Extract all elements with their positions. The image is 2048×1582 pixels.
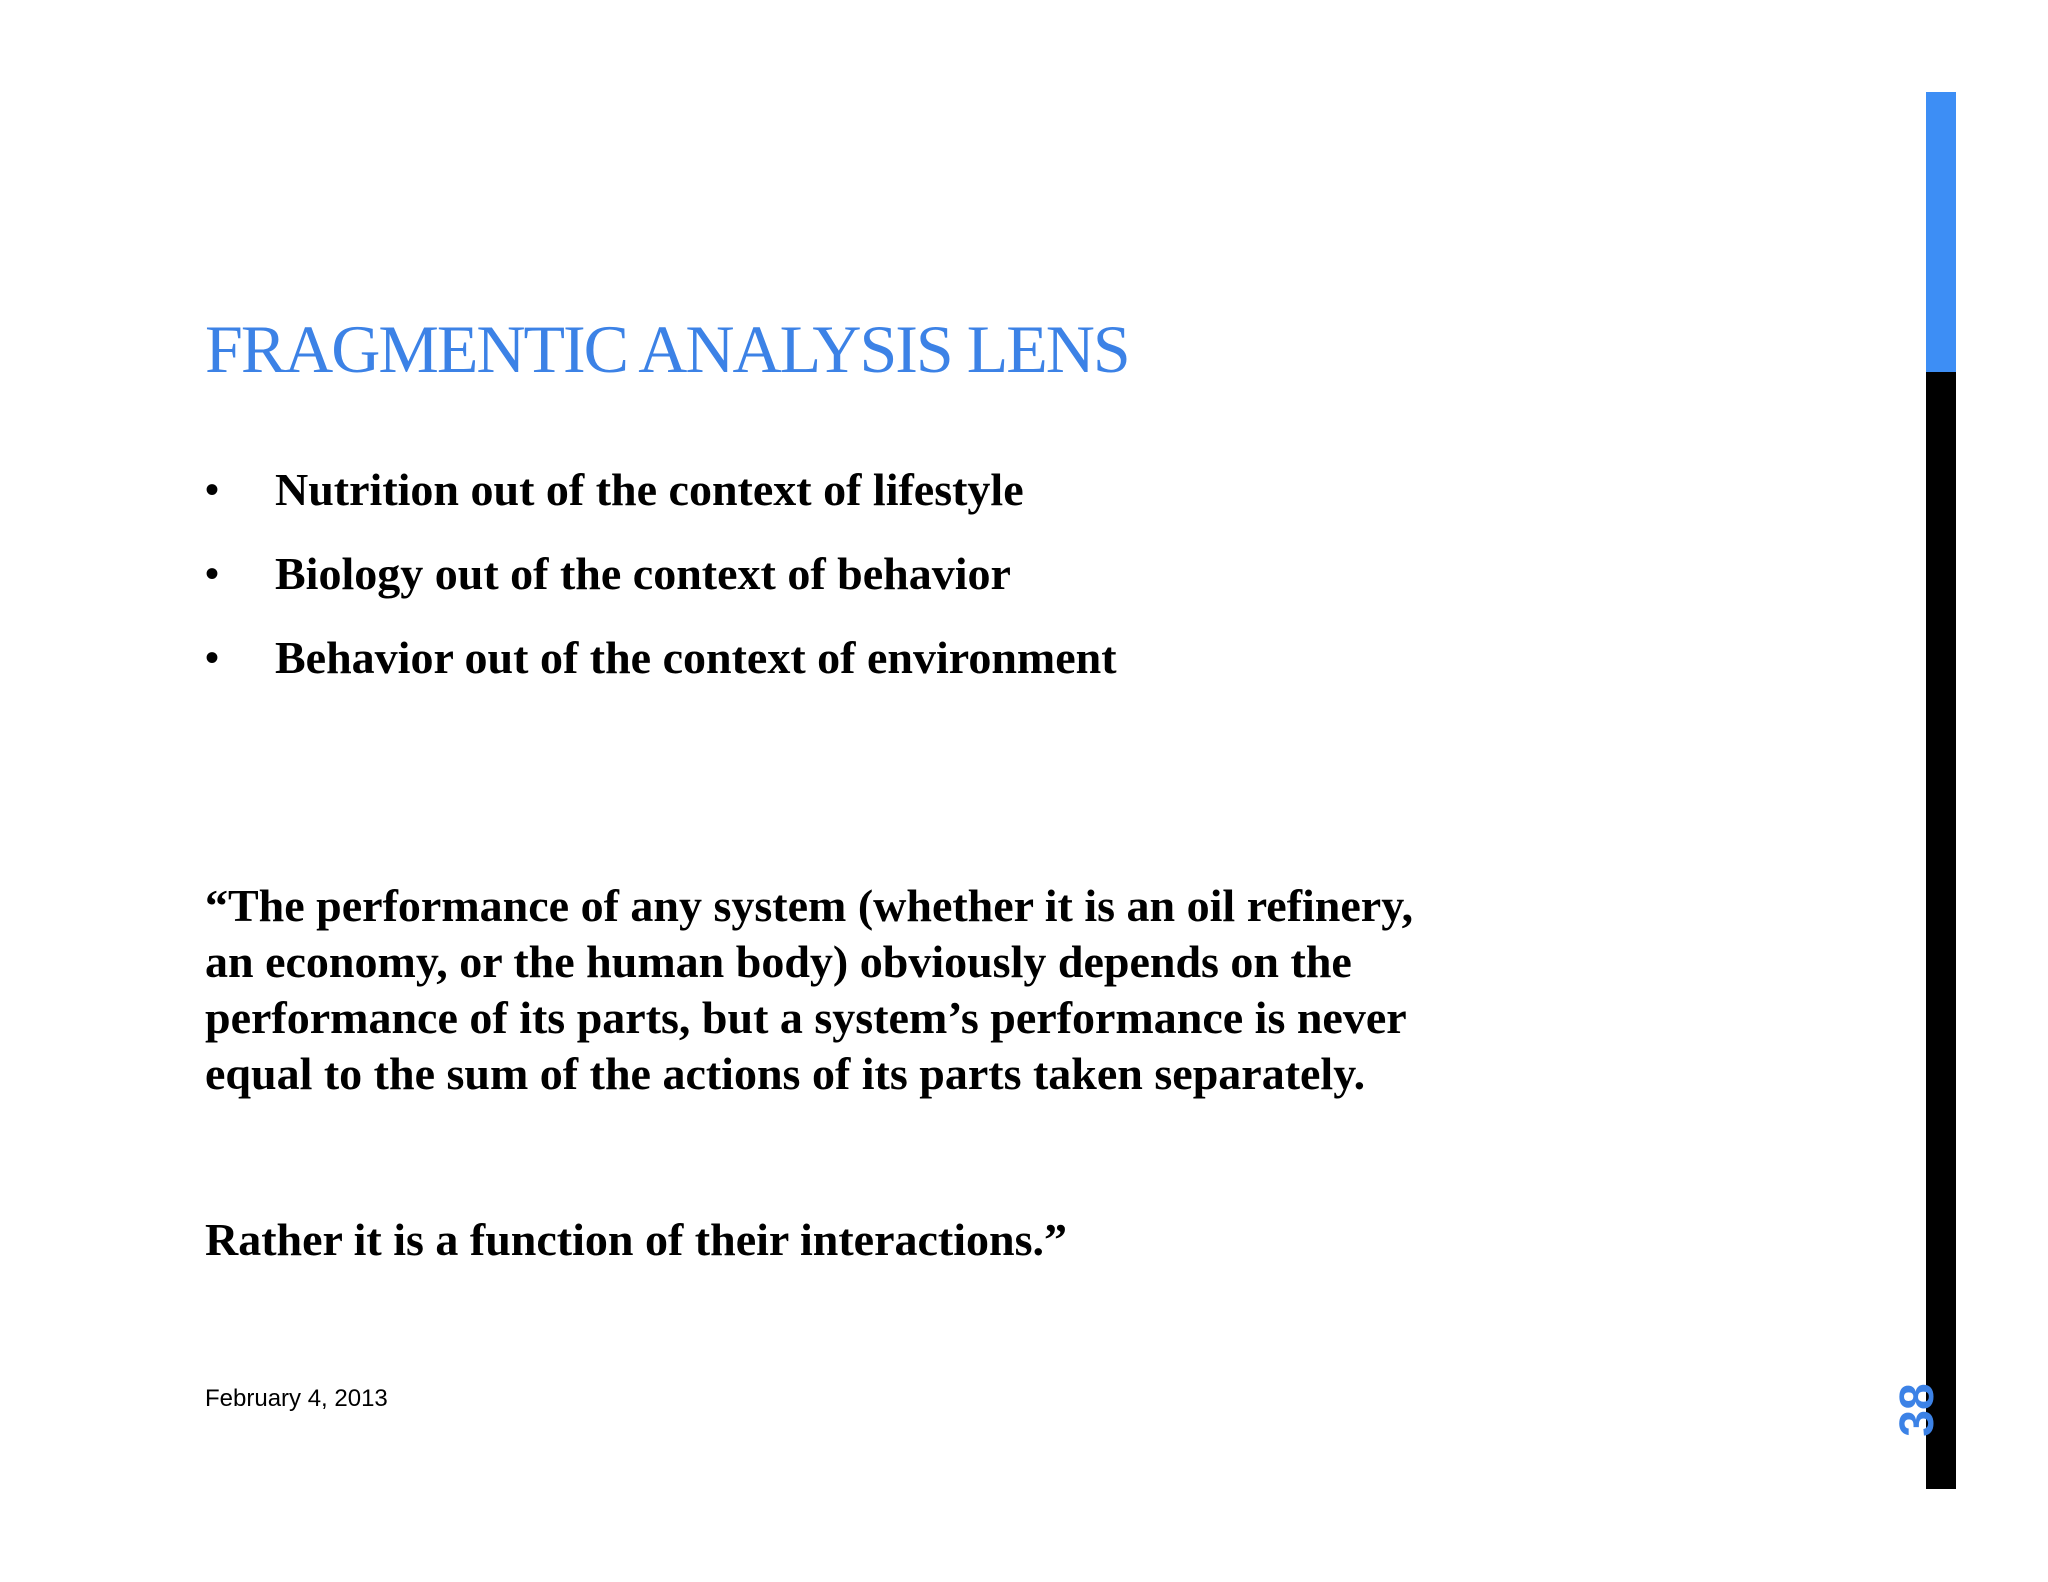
bullet-item xyxy=(205,626,1117,710)
quote-paragraph xyxy=(205,878,1765,1102)
bullet-icon: • xyxy=(205,467,220,512)
slide-date: February 4, 2013 xyxy=(205,1385,388,1412)
bullet-text: Biology out of the context of behavior xyxy=(275,548,1011,599)
slide-number: 38 xyxy=(1891,1383,1944,1437)
sidebar-accent xyxy=(1926,92,1956,372)
quote-line: an economy, or the human body) obviously depends on the xyxy=(205,936,1352,987)
quote-line: equal to the sum of the actions of its parts taken separately. xyxy=(205,1048,1366,1099)
bullet-icon: • xyxy=(205,551,220,596)
quote-conclusion: Rather it is a function of their interactions.” xyxy=(205,1214,1068,1265)
bullet-item xyxy=(205,458,1117,542)
slide-title: FRAGMENTIC ANALYSIS LENS xyxy=(205,311,1129,387)
bullet-icon: • xyxy=(205,635,220,680)
quote-line: “The performance of any system (whether it is an oil refinery, xyxy=(205,880,1414,931)
bullet-item xyxy=(205,542,1117,626)
quote-line: performance of its parts, but a system’s performance is never xyxy=(205,992,1407,1043)
bullet-list xyxy=(205,458,1117,710)
bullet-text: Nutrition out of the context of lifestyle xyxy=(275,464,1024,515)
sidebar-bar xyxy=(1926,92,1956,1489)
bullet-text: Behavior out of the context of environment xyxy=(275,632,1117,683)
